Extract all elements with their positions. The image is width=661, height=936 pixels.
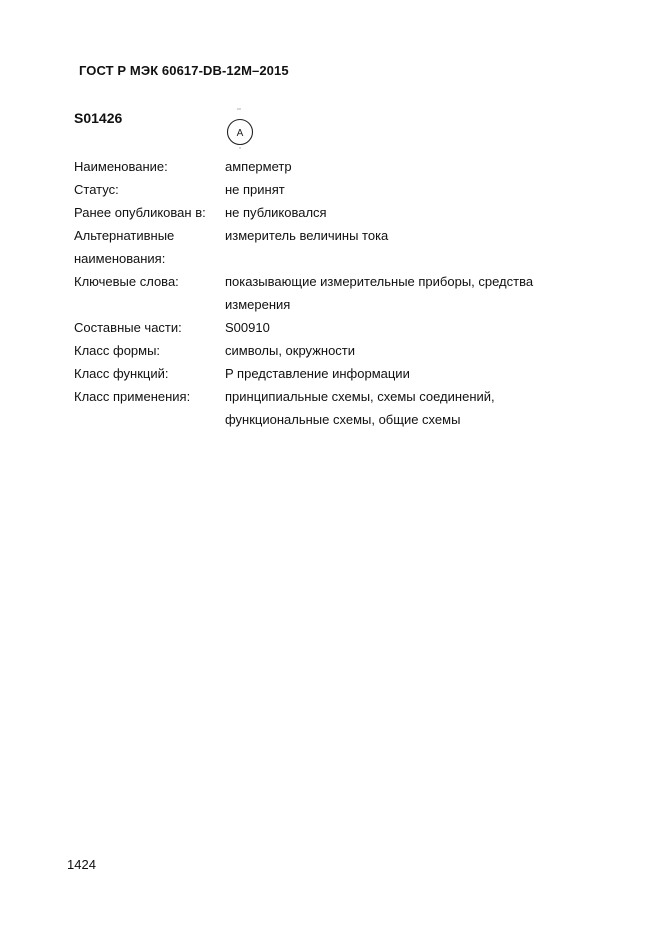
standard-header: ГОСТ Р МЭК 60617-DB-12M–2015 <box>79 63 289 78</box>
attribute-label: Альтернативные наименования: <box>74 228 175 266</box>
attribute-label: Статус: <box>74 182 119 197</box>
attribute-row-application-class <box>74 385 574 431</box>
attribute-value: не публиковался <box>225 205 327 220</box>
attribute-row-function-class <box>74 362 574 385</box>
attribute-value: амперметр <box>225 159 292 174</box>
attribute-label: Ключевые слова: <box>74 274 179 289</box>
attribute-label: Ранее опубликован в: <box>74 205 206 220</box>
attribute-row-status <box>74 178 574 201</box>
attribute-label: Класс применения: <box>74 389 191 404</box>
ammeter-symbol-icon <box>226 106 266 150</box>
symbol-letter: A <box>236 128 244 139</box>
attribute-row-published <box>74 201 574 224</box>
attribute-table <box>74 155 574 431</box>
attribute-row-shape-class <box>74 339 574 362</box>
page-number: 1424 <box>67 857 96 872</box>
attribute-value: не принят <box>225 182 285 197</box>
attribute-label: Класс функций: <box>74 366 169 381</box>
attribute-value: показывающие измерительные приборы, средства измерения <box>225 274 534 312</box>
attribute-value: символы, окружности <box>225 343 356 358</box>
attribute-row-components <box>74 316 574 339</box>
attribute-label: Составные части: <box>74 320 182 335</box>
attribute-row-alt-names <box>74 224 574 270</box>
attribute-value: принципиальные схемы, схемы соединений, функциональные схемы, общие схемы <box>225 389 495 427</box>
symbol-code: S01426 <box>74 110 123 126</box>
attribute-row-name <box>74 155 574 178</box>
attribute-label: Наименование: <box>74 159 168 174</box>
attribute-row-keywords <box>74 270 574 316</box>
attribute-value: S00910 <box>225 320 270 335</box>
attribute-value: измеритель величины тока <box>225 228 389 243</box>
attribute-label: Класс формы: <box>74 343 161 358</box>
attribute-value: P представление информации <box>225 366 410 381</box>
